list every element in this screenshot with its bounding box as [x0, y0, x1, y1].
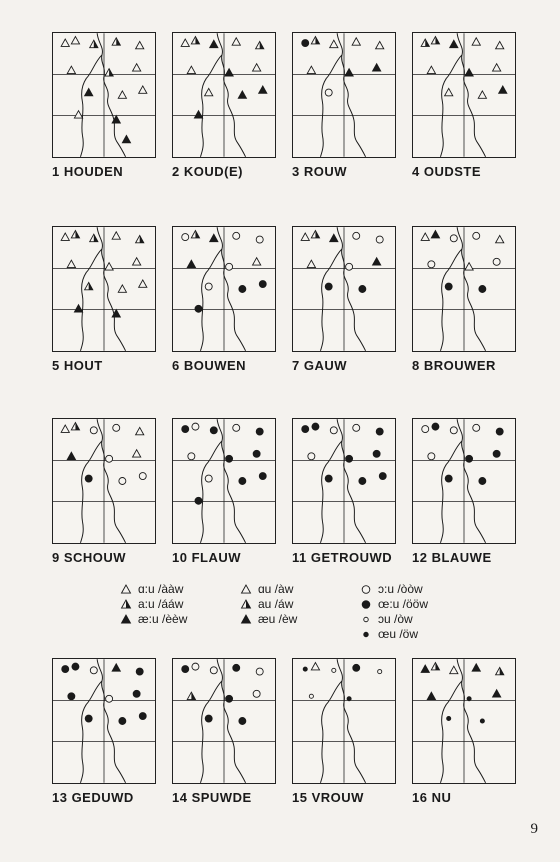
dot-open-marker: [233, 424, 240, 431]
legend-symbol-icon: [120, 598, 132, 610]
dot-open-marker: [428, 261, 435, 268]
tri-open-marker: [376, 41, 384, 48]
tri-open-marker: [133, 64, 141, 71]
tri-half-marker: [191, 231, 199, 238]
tri-filled-marker: [122, 615, 131, 623]
dot-filled-marker: [139, 713, 146, 720]
legend-item: [360, 582, 423, 596]
tri-open-marker: [352, 38, 360, 45]
dialect-map: [292, 658, 396, 784]
tri-filled-marker: [421, 665, 429, 672]
tri-filled-marker: [427, 692, 435, 699]
dot-filled-marker: [259, 473, 266, 480]
legend-item: [240, 612, 297, 626]
map-caption: 11 GETROUWD: [292, 550, 393, 565]
tri-half-marker: [90, 234, 98, 241]
dialect-map: [52, 32, 156, 158]
legend-item: [240, 582, 293, 596]
tri-filled-marker: [67, 452, 75, 459]
dot-small-open-marker: [332, 668, 336, 672]
map-caption: 7 GAUW: [292, 358, 347, 373]
dot-filled-marker: [195, 305, 202, 312]
dot-filled-marker: [466, 455, 473, 462]
dot-open-marker: [362, 586, 370, 594]
tri-half-marker: [311, 37, 319, 44]
dot-filled-marker: [226, 455, 233, 462]
tri-open-marker: [330, 40, 338, 47]
dot-open-marker: [256, 668, 263, 675]
tri-open-marker: [205, 88, 213, 95]
tri-filled-marker: [122, 135, 130, 142]
tri-filled-marker: [225, 69, 233, 76]
dialect-map: [172, 32, 276, 158]
map-caption: 10 FLAUW: [172, 550, 241, 565]
map-caption: 12 BLAUWE: [412, 550, 492, 565]
dot-filled-marker: [325, 475, 332, 482]
map-caption: 14 SPUWDE: [172, 790, 252, 805]
dot-open-marker: [139, 473, 146, 480]
map-caption: 1 HOUDEN: [52, 164, 124, 179]
dot-filled-marker: [205, 715, 212, 722]
tri-open-marker: [61, 233, 69, 240]
dot-filled-marker: [376, 428, 383, 435]
tri-open-marker: [122, 585, 131, 593]
dot-open-marker: [192, 423, 199, 430]
legend-label: œu /öw: [378, 627, 419, 641]
dot-filled-marker: [68, 693, 75, 700]
tri-open-marker: [421, 233, 429, 240]
legend-symbol-icon: [360, 583, 372, 595]
legend-symbol-icon: [240, 598, 252, 610]
dot-filled-marker: [493, 450, 500, 457]
tri-open-marker: [118, 91, 126, 98]
tri-open-marker: [61, 39, 69, 46]
tri-open-marker: [139, 86, 147, 93]
dot-filled-marker: [373, 450, 380, 457]
dot-open-marker: [210, 667, 217, 674]
tri-filled-marker: [431, 231, 439, 238]
dot-small-open-marker: [378, 670, 382, 674]
tri-filled-marker: [373, 64, 381, 71]
tri-open-marker: [67, 260, 75, 267]
legend-symbol-icon: [120, 613, 132, 625]
dot-filled-marker: [479, 477, 486, 484]
dot-filled-marker: [359, 477, 366, 484]
dot-open-marker: [253, 690, 260, 697]
legend-label: ɔu /òw: [378, 612, 413, 626]
dot-filled-marker: [133, 690, 140, 697]
tri-open-marker: [496, 41, 504, 48]
tri-filled-marker: [210, 234, 218, 241]
dot-filled-marker: [325, 283, 332, 290]
tri-filled-marker: [238, 91, 246, 98]
map-caption: 13 GEDUWD: [52, 790, 134, 805]
legend-item: [240, 597, 293, 611]
dot-open-marker: [90, 427, 97, 434]
dot-small-open-marker: [364, 617, 369, 622]
dot-filled-marker: [362, 601, 370, 609]
dialect-map: [52, 226, 156, 352]
tri-half-marker: [71, 231, 79, 238]
dot-filled-marker: [259, 281, 266, 288]
dot-open-marker: [256, 236, 263, 243]
dialect-map: [292, 418, 396, 544]
legend-label: æu /èw: [258, 612, 298, 626]
tri-half-marker: [105, 69, 113, 76]
tri-open-marker: [136, 41, 144, 48]
dot-filled-marker: [346, 455, 353, 462]
dot-small-filled-marker: [447, 716, 451, 720]
tri-filled-marker: [85, 88, 93, 95]
tri-open-marker: [61, 425, 69, 432]
page-number: 9: [530, 821, 538, 837]
tri-open-marker: [496, 235, 504, 242]
dot-open-marker: [205, 283, 212, 290]
tri-open-marker: [493, 64, 501, 71]
dot-filled-marker: [302, 40, 309, 47]
tri-open-marker: [133, 450, 141, 457]
tri-open-marker: [307, 66, 315, 73]
tri-filled-marker: [242, 615, 251, 623]
tri-open-marker: [105, 263, 113, 270]
legend-item: [360, 612, 413, 626]
legend-label: œ:u /ööw: [378, 597, 429, 611]
dot-filled-marker: [85, 715, 92, 722]
legend-item: [360, 627, 418, 641]
tri-half-marker: [431, 37, 439, 44]
dot-open-marker: [106, 695, 113, 702]
dot-open-marker: [428, 453, 435, 460]
dot-open-marker: [353, 232, 360, 239]
dot-open-marker: [90, 667, 97, 674]
tri-filled-marker: [74, 305, 82, 312]
dot-filled-marker: [302, 426, 309, 433]
tri-half-marker: [431, 663, 439, 670]
dot-filled-marker: [182, 666, 189, 673]
tri-open-marker: [253, 258, 261, 265]
dot-open-marker: [493, 258, 500, 265]
dot-open-marker: [450, 235, 457, 242]
dot-open-marker: [119, 477, 126, 484]
legend-label: au /áw: [258, 597, 294, 611]
dot-filled-marker: [445, 475, 452, 482]
tri-half-marker: [187, 692, 195, 699]
legend-label: æ:u /èèw: [138, 612, 188, 626]
tri-half-marker: [122, 600, 131, 608]
tri-open-marker: [67, 66, 75, 73]
dot-open-marker: [233, 232, 240, 239]
dot-small-filled-marker: [347, 697, 351, 701]
tri-open-marker: [311, 663, 319, 670]
tri-open-marker: [450, 666, 458, 673]
dot-filled-marker: [256, 428, 263, 435]
dialect-map: [52, 658, 156, 784]
legend: [120, 582, 450, 642]
dot-filled-marker: [445, 283, 452, 290]
river-line: [440, 659, 485, 783]
tri-open-marker: [253, 64, 261, 71]
tri-open-marker: [445, 88, 453, 95]
tri-half-marker: [496, 667, 504, 674]
tri-open-marker: [71, 37, 79, 44]
tri-half-marker: [191, 37, 199, 44]
dot-open-marker: [473, 232, 480, 239]
dot-open-marker: [182, 234, 189, 241]
dot-small-open-marker: [309, 694, 313, 698]
dialect-map: [412, 418, 516, 544]
dot-filled-marker: [312, 423, 319, 430]
dot-filled-marker: [239, 477, 246, 484]
dialect-map: [292, 226, 396, 352]
dot-open-marker: [188, 453, 195, 460]
dot-small-filled-marker: [467, 697, 471, 701]
dialect-map: [412, 658, 516, 784]
tri-filled-marker: [499, 86, 507, 93]
dot-filled-marker: [479, 285, 486, 292]
map-caption: 3 ROUW: [292, 164, 347, 179]
tri-half-marker: [136, 235, 144, 242]
dot-open-marker: [330, 427, 337, 434]
tri-open-marker: [465, 263, 473, 270]
legend-label: ɑu /àw: [258, 582, 294, 596]
dot-filled-marker: [233, 664, 240, 671]
dot-filled-marker: [85, 475, 92, 482]
legend-item: [120, 597, 183, 611]
tri-filled-marker: [493, 690, 501, 697]
dot-open-marker: [113, 424, 120, 431]
legend-item: [120, 612, 187, 626]
tri-open-marker: [187, 66, 195, 73]
tri-half-marker: [242, 600, 251, 608]
dot-open-marker: [308, 453, 315, 460]
dialect-map: [52, 418, 156, 544]
map-caption: 6 BOUWEN: [172, 358, 247, 373]
tri-filled-marker: [194, 111, 202, 118]
dot-open-marker: [353, 424, 360, 431]
dot-open-marker: [473, 424, 480, 431]
dialect-map: [412, 32, 516, 158]
tri-open-marker: [232, 38, 240, 45]
tri-half-marker: [112, 38, 120, 45]
map-caption: 9 SCHOUW: [52, 550, 127, 565]
tri-filled-marker: [450, 40, 458, 47]
dot-small-filled-marker: [480, 719, 484, 723]
map-caption: 2 KOUD(E): [172, 164, 243, 179]
legend-symbol-icon: [360, 598, 372, 610]
map-caption: 4 OUDSTE: [412, 164, 482, 179]
dot-filled-marker: [62, 666, 69, 673]
legend-label: a:u /ááw: [138, 597, 184, 611]
tri-half-marker: [90, 40, 98, 47]
legend-label: ɔ:u /òòw: [378, 582, 423, 596]
dot-filled-marker: [210, 427, 217, 434]
tri-filled-marker: [259, 86, 267, 93]
tri-half-marker: [71, 423, 79, 430]
dot-filled-marker: [182, 426, 189, 433]
tri-filled-marker: [210, 40, 218, 47]
dot-open-marker: [376, 236, 383, 243]
tri-filled-marker: [472, 664, 480, 671]
tri-open-marker: [139, 280, 147, 287]
map-caption: 5 HOUT: [52, 358, 103, 373]
map-caption: 15 VROUW: [292, 790, 364, 805]
tri-open-marker: [118, 285, 126, 292]
tri-open-marker: [472, 38, 480, 45]
tri-half-marker: [311, 231, 319, 238]
dot-open-marker: [106, 455, 113, 462]
dot-filled-marker: [72, 663, 79, 670]
dot-filled-marker: [432, 423, 439, 430]
dot-open-marker: [205, 475, 212, 482]
dialect-map: [412, 226, 516, 352]
dot-filled-marker: [136, 668, 143, 675]
dot-open-marker: [450, 427, 457, 434]
dot-filled-marker: [226, 695, 233, 702]
dialect-map: [172, 226, 276, 352]
tri-open-marker: [427, 66, 435, 73]
tri-open-marker: [307, 260, 315, 267]
legend-item: [120, 582, 183, 596]
dialect-map: [172, 418, 276, 544]
legend-label: ɑ:u /ààw: [138, 582, 184, 596]
dot-filled-marker: [496, 428, 503, 435]
dot-open-marker: [346, 263, 353, 270]
dot-filled-marker: [119, 717, 126, 724]
dot-filled-marker: [195, 497, 202, 504]
dialect-map: [172, 658, 276, 784]
dot-open-marker: [422, 426, 429, 433]
dot-filled-marker: [253, 450, 260, 457]
tri-open-marker: [301, 233, 309, 240]
legend-symbol-icon: [360, 613, 372, 625]
legend-symbol-icon: [120, 583, 132, 595]
dot-open-marker: [325, 89, 332, 96]
dialect-map: [292, 32, 396, 158]
tri-filled-marker: [330, 234, 338, 241]
tri-open-marker: [478, 91, 486, 98]
dot-open-marker: [226, 263, 233, 270]
legend-item: [360, 597, 428, 611]
dot-filled-marker: [239, 717, 246, 724]
tri-filled-marker: [465, 69, 473, 76]
tri-filled-marker: [187, 260, 195, 267]
tri-filled-marker: [345, 69, 353, 76]
legend-symbol-icon: [240, 583, 252, 595]
dot-small-filled-marker: [364, 632, 369, 637]
legend-symbol-icon: [240, 613, 252, 625]
dot-filled-marker: [379, 473, 386, 480]
tri-open-marker: [112, 232, 120, 239]
dot-open-marker: [192, 663, 199, 670]
tri-open-marker: [136, 427, 144, 434]
map-caption: 16 NU: [412, 790, 452, 805]
tri-open-marker: [242, 585, 251, 593]
river-line: [320, 659, 365, 783]
dot-small-filled-marker: [303, 667, 307, 671]
tri-half-marker: [85, 282, 93, 289]
tri-filled-marker: [112, 664, 120, 671]
tri-filled-marker: [373, 258, 381, 265]
tri-half-marker: [256, 41, 264, 48]
map-caption: 8 BROUWER: [412, 358, 496, 373]
dot-filled-marker: [359, 285, 366, 292]
tri-half-marker: [421, 39, 429, 46]
legend-symbol-icon: [360, 628, 372, 640]
dot-filled-marker: [239, 285, 246, 292]
tri-open-marker: [181, 39, 189, 46]
dot-filled-marker: [353, 664, 360, 671]
tri-open-marker: [133, 258, 141, 265]
tri-open-marker: [74, 111, 82, 118]
